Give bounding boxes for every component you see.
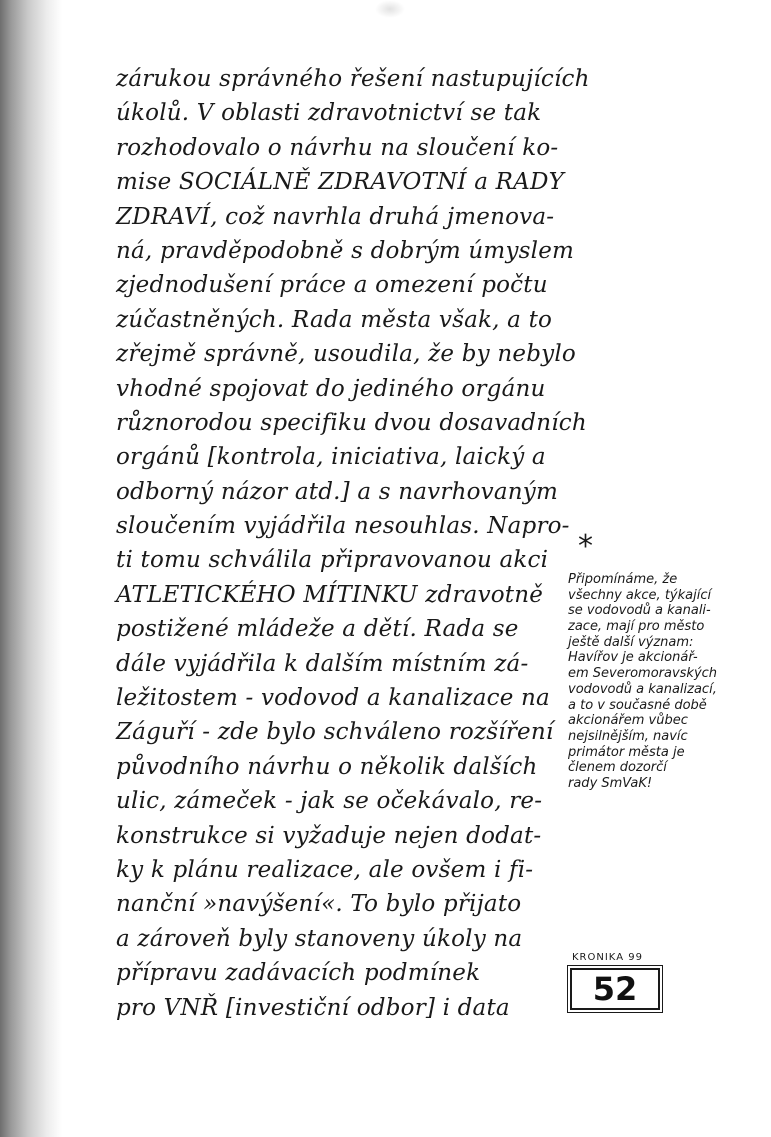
- note-line: akcionářem vůbec: [568, 713, 688, 729]
- text-line: a zároveň byly stanoveny úkoly na: [116, 925, 523, 952]
- note-line: primátor města je: [568, 744, 685, 760]
- text-line: ti tomu schválila připravovanou akci: [116, 547, 549, 574]
- text-line: ulic, zámeček - jak se očekávalo, re-: [116, 788, 543, 815]
- note-line: členem dozorčí: [568, 760, 667, 776]
- scan-smudge: [375, 0, 405, 18]
- text-line: ATLETICKÉHO MÍTINKU zdravotně: [116, 581, 544, 608]
- note-line: ještě další význam:: [568, 634, 694, 650]
- text-line: rozhodovalo o návrhu na sloučení ko-: [116, 134, 559, 161]
- binding-shadow: [0, 0, 62, 1137]
- note-line: se vodovodů a kanali-: [568, 603, 711, 619]
- text-line: přípravu zadávacích podmínek: [116, 960, 481, 987]
- text-line: ležitostem - vodovod a kanalizace na: [116, 685, 550, 712]
- text-line: vhodné spojovat do jediného orgánu: [116, 375, 546, 402]
- text-line: nanční »navýšení«. To bylo přijato: [116, 891, 522, 918]
- main-text-body: [116, 62, 590, 1025]
- page-number: 52: [570, 968, 660, 1010]
- text-line: odborný názor atd.] a s navrhovaným: [116, 478, 558, 505]
- text-line: orgánů [kontrola, iniciativa, laický a: [116, 444, 546, 471]
- note-line: rady SmVaK!: [568, 775, 653, 791]
- text-line: dále vyjádřila k dalším místním zá-: [116, 650, 529, 677]
- note-line: a to v současné době: [568, 697, 707, 713]
- text-line: původního návrhu o několik dalších: [116, 753, 538, 780]
- text-line: zřejmě správně, usoudila, že by nebylo: [116, 341, 576, 368]
- note-line: Připomínáme, že: [568, 572, 678, 587]
- asterisk-marker: *: [578, 529, 593, 564]
- margin-note: [568, 572, 766, 792]
- note-line: všechny akce, týkající: [568, 587, 712, 603]
- note-line: zace, mají pro město: [568, 619, 705, 635]
- text-line: zárukou správného řešení nastupujících: [116, 66, 590, 92]
- chronicle-label: KRONIKA 99: [572, 952, 643, 963]
- text-line: ná, pravděpodobně s dobrým úmyslem: [116, 237, 575, 264]
- text-line: postižené mládeže a dětí. Rada se: [116, 616, 519, 643]
- note-line: Havířov je akcionář-: [568, 650, 698, 666]
- note-line: em Severomoravských: [568, 666, 718, 682]
- text-line: zúčastněných. Rada města však, a to: [116, 306, 553, 333]
- note-line: vodovodů a kanalizací,: [568, 681, 717, 697]
- text-line: ZDRAVÍ, což navrhla druhá jmenova-: [116, 203, 555, 230]
- text-line: sloučením vyjádřila nesouhlas. Napro-: [116, 513, 570, 540]
- text-line: Záguří - zde bylo schváleno rozšíření: [116, 719, 554, 746]
- text-line: konstrukce si vyžaduje nejen dodat-: [116, 822, 542, 849]
- text-line: mise SOCIÁLNĚ ZDRAVOTNÍ a RADY: [116, 169, 564, 196]
- text-line: zjednodušení práce a omezení počtu: [116, 272, 548, 299]
- text-line: úkolů. V oblasti zdravotnictví se tak: [116, 100, 542, 127]
- note-line: nejsilnějším, navíc: [568, 728, 688, 744]
- text-line: různorodou specifiku dvou dosavadních: [116, 409, 587, 436]
- text-line: ky k plánu realizace, ale ovšem i fi-: [116, 856, 534, 883]
- text-line: pro VNŘ [investiční odbor] i data: [116, 994, 510, 1021]
